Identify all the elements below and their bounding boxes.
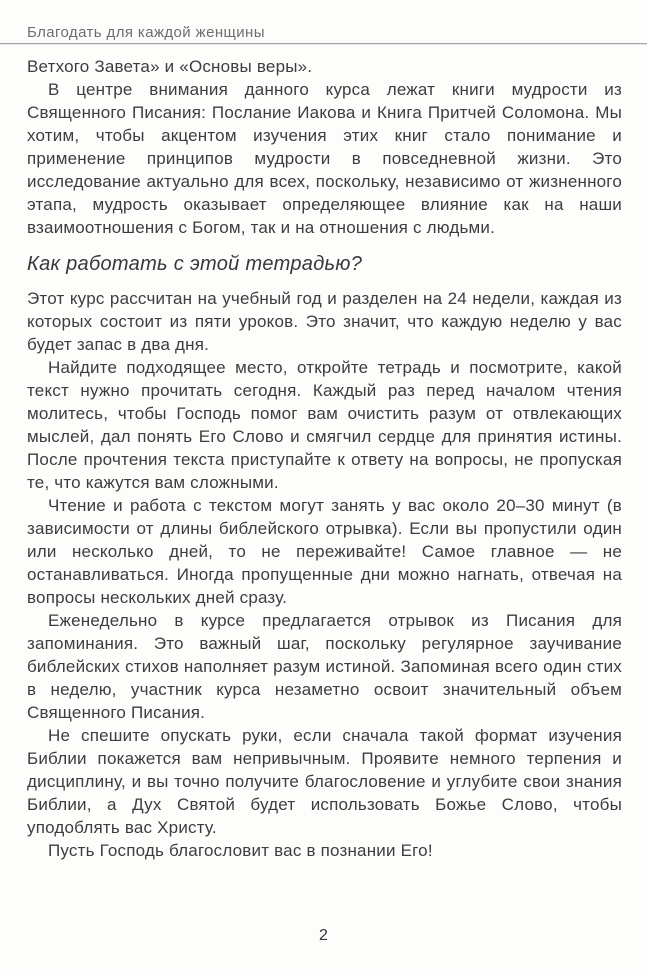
paragraph-find-place: Найдите подходящее место, откройте тетрадь и посмотрите, какой текст нужно прочитать сегодня. Каждый раз перед началом чтения молитесь, чтобы Господь помог вам очистить разум от отвлекающих мыслей, дал понять Его Слово и смягчил сердце для принятия истины. После прочтения текста приступайте к ответу на вопросы, не пропуская те, что кажутся вам сложными. (27, 358, 622, 492)
paragraph-reading-time: Чтение и работа с текстом могут занять у вас около 20–30 минут (в зависимости от длины библейского отрывка). Если вы пропустили один или несколько дней, то не переживайте! Самое главное — не останавливаться. Иногда пропущенные дни можно нагнать, отвечая на вопросы нескольких дней сразу. (27, 496, 622, 607)
continued-paragraph: Ветхого Завета» и «Основы веры». (27, 57, 313, 76)
running-header: Благодать для каждой женщины (27, 24, 265, 41)
page-number: 2 (319, 927, 328, 944)
paragraph-do-not-give-up: Не спешите опускать руки, если сначала такой формат изучения Библии покажется вам непривычным. Проявите немного терпения и дисциплину, и вы точно получите благословение и углубите свои знания Библии, а Дух Святой будет использовать Божье Слово, чтобы уподоблять вас Христу. (27, 726, 622, 837)
section-heading-how-to-work: Как работать с этой тетрадью? (27, 253, 363, 275)
paragraph-course-structure: Этот курс рассчитан на учебный год и разделен на 24 недели, каждая из которых состоит из пяти уроков. Это значит, что каждую неделю у вас будет запас в два дня. (27, 289, 622, 354)
paragraph-blessing: Пусть Господь благословит вас в познании Его! (48, 841, 433, 860)
paragraph-course-focus: В центре внимания данного курса лежат книги мудрости из Священного Писания: Послание Иакова и Книга Притчей Соломона. Мы хотим, чтобы акцентом изучения этих книг стало понимание и применение принципов мудрости в повседневной жизни. Это исследование актуально для всех, поскольку, независимо от жизненного этапа, мудрость оказывает определяющее влияние как на наши взаимоотношения с Богом, так и на отношения с людьми. (27, 80, 622, 237)
paragraph-weekly-memorization: Еженедельно в курсе предлагается отрывок из Писания для запоминания. Это важный шаг, поскольку регулярное заучивание библейских стихов наполняет разум истиной. Запоминая всего один стих в неделю, участник курса незаметно освоит значительный объем Священного Писания. (27, 611, 622, 722)
text-column (27, 55, 622, 862)
header-rule-divider (0, 43, 647, 44)
